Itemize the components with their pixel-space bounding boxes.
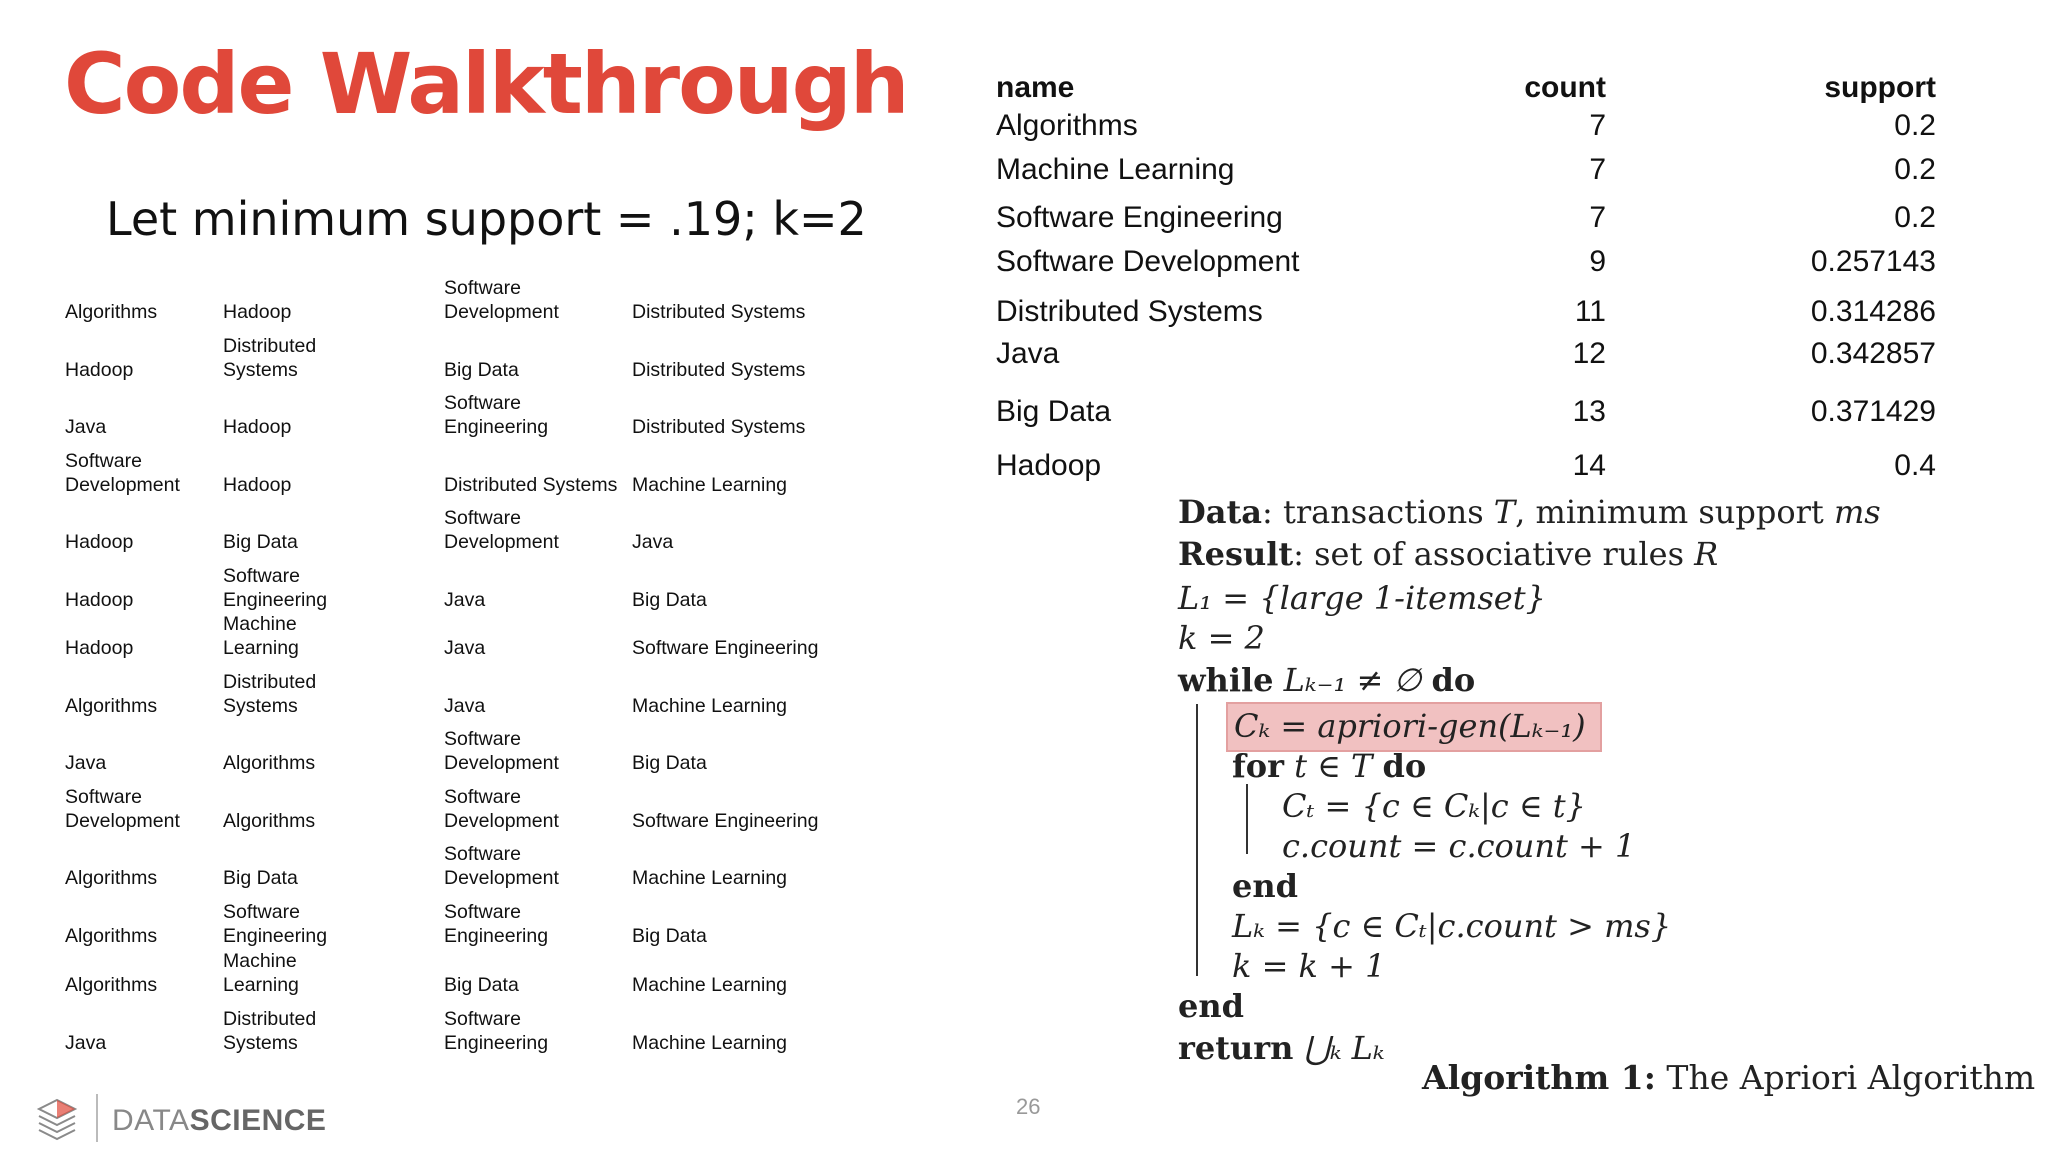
transaction-cell: Big Data [223,867,298,889]
transaction-cell: Software Engineering [223,565,328,611]
item-count: 12 [1572,337,1606,370]
transaction-cell: Machine Learning [632,695,788,717]
item-support: 0.2 [1894,153,1936,186]
algo-for-line: for t ∈ T do [1232,747,1427,785]
table-row [996,150,1936,190]
transaction-cell: Software Engineering [632,810,819,832]
item-count: 7 [1589,153,1606,186]
item-name: Machine Learning [996,153,1235,186]
algo-end-inner: end [1232,867,1298,905]
transaction-cell: Distributed Systems [444,474,618,496]
transaction-cell: Java [632,531,674,553]
transaction-cell: Algorithms [65,974,158,996]
item-name: Hadoop [996,449,1102,482]
table-row [996,334,1936,374]
transaction-cell: Machine Learning [632,1032,788,1054]
transaction-cell: Hadoop [223,416,292,438]
transaction-cell: Machine Learning [223,613,299,659]
item-name: Big Data [996,395,1112,428]
transaction-cell: Java [444,589,486,611]
transaction-cell: Algorithms [65,695,158,717]
transaction-cell: Java [65,752,107,774]
transaction-cell: Hadoop [223,301,292,323]
transaction-cell: Software Development [444,507,559,553]
datascience-logo-icon [32,1094,82,1144]
transaction-cell: Algorithms [65,925,158,947]
algo-l1-line: L₁ = {large 1-itemset} [1178,579,1546,617]
transaction-cell: Java [444,637,486,659]
transaction-cell: Big Data [632,752,707,774]
transaction-cell: Big Data [444,974,519,996]
transaction-cell: Distributed Systems [632,359,806,381]
algo-end-outer: end [1178,987,1244,1025]
transaction-cell: Distributed Systems [223,335,317,381]
transaction-cell: Java [65,416,107,438]
item-name: Software Development [996,245,1300,278]
transaction-cell: Algorithms [223,752,316,774]
transaction-cell: Software Engineering [444,901,549,947]
item-support: 0.2 [1894,109,1936,142]
transactions-table [0,0,860,1080]
algo-k-init-line: k = 2 [1178,619,1265,657]
algorithm-caption: Algorithm 1: The Apriori Algorithm [1422,1058,2036,1097]
algo-data-line: Data: transactions T, minimum support ms [1178,493,1881,531]
slide-subtitle: Let minimum support = .19; k=2 [106,192,867,246]
item-support: 0.314286 [1810,295,1936,328]
while-block-bar [1196,704,1198,976]
logo-separator [96,1094,98,1142]
algo-count-line: c.count = c.count + 1 [1282,827,1636,865]
apriori-algorithm [1178,492,2038,1112]
transaction-cell: Software Engineering [223,901,328,947]
item-support: 0.2 [1894,201,1936,234]
transaction-cell: Software Development [444,843,559,889]
item-count: 9 [1589,245,1606,278]
transaction-cell: Java [65,1032,107,1054]
transaction-cell: Machine Learning [223,950,299,996]
transaction-cell: Software Development [65,786,180,832]
transaction-cell: Machine Learning [632,474,788,496]
item-support: 0.4 [1894,449,1936,482]
transaction-cell: Big Data [632,925,707,947]
table-row [996,106,1936,146]
item-support: 0.342857 [1810,337,1936,370]
transaction-cell: Software Development [444,728,559,774]
algo-ct-line: Cₜ = {c ∈ Cₖ|c ∈ t} [1282,787,1586,825]
table-row [996,198,1936,238]
brand-wordmark: DATASCIENCE [112,1104,327,1137]
transaction-cell: Big Data [223,531,298,553]
item-count: 11 [1574,295,1606,328]
page-number: 26 [1016,1094,1041,1119]
item-count: 7 [1589,109,1606,142]
header-count: count [1524,71,1606,104]
transaction-cell: Big Data [444,359,519,381]
transaction-cell: Algorithms [223,810,316,832]
table-row [996,392,1936,432]
algo-apriori-gen-line: Cₖ = apriori-gen(Lₖ₋₁) [1234,707,1586,745]
transaction-cell: Hadoop [65,359,134,381]
table-row [996,242,1936,282]
item-name: Software Engineering [996,201,1283,234]
item-support: 0.371429 [1810,395,1936,428]
item-count: 7 [1589,201,1606,234]
transaction-cell: Big Data [632,589,707,611]
transaction-cell: Software Development [444,277,559,323]
table-row [996,292,1936,332]
transaction-cell: Hadoop [223,474,292,496]
item-name: Algorithms [996,109,1138,142]
transaction-cell: Algorithms [65,867,158,889]
slide-title: Code Walkthrough [64,35,908,133]
header-name: name [996,71,1075,104]
frequency-table [996,62,1936,492]
transaction-cell: Software Engineering [444,1008,549,1054]
algo-k-inc-line: k = k + 1 [1232,947,1386,985]
transaction-cell: Hadoop [65,589,134,611]
transaction-cell: Software Development [444,786,559,832]
transaction-cell: Software Development [65,450,180,496]
item-name: Java [996,337,1060,370]
item-count: 13 [1572,395,1606,428]
algo-lk-line: Lₖ = {c ∈ Cₜ|c.count > ms} [1232,907,1672,945]
transaction-cell: Distributed Systems [632,301,806,323]
transaction-cell: Distributed Systems [223,1008,317,1054]
transaction-cell: Machine Learning [632,974,788,996]
header-support: support [1824,71,1936,104]
transaction-cell: Java [444,695,486,717]
transaction-cell: Machine Learning [632,867,788,889]
table-row [996,446,1936,486]
algo-return-line: return ⋃ₖ Lₖ [1178,1029,1385,1067]
transaction-cell: Distributed Systems [632,416,806,438]
transaction-cell: Hadoop [65,637,134,659]
algo-result-line: Result: set of associative rules R [1178,535,1719,573]
transaction-cell: Algorithms [65,301,158,323]
item-name: Distributed Systems [996,295,1263,328]
transaction-cell: Distributed Systems [223,671,317,717]
item-support: 0.257143 [1810,245,1936,278]
item-count: 14 [1572,449,1606,482]
transaction-cell: Software Engineering [632,637,819,659]
for-block-bar [1246,784,1248,854]
algo-while-line: while Lₖ₋₁ ≠ ∅ do [1178,661,1476,699]
transaction-cell: Software Engineering [444,392,549,438]
transaction-cell: Hadoop [65,531,134,553]
